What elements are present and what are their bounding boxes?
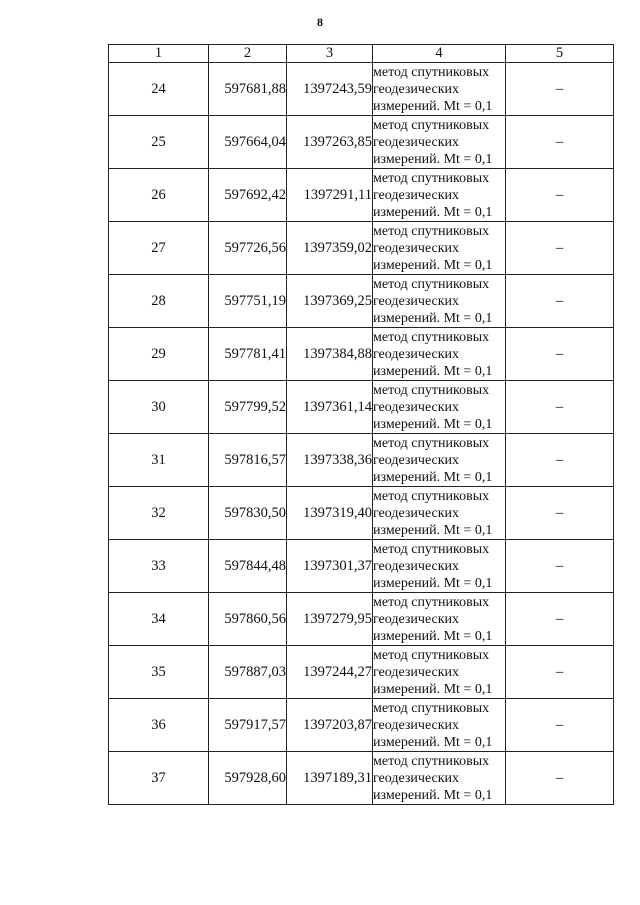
header-cell-1: 1	[109, 45, 209, 63]
x-coordinate-cell: 597692,42	[209, 169, 287, 222]
x-coordinate-cell: 597844,48	[209, 540, 287, 593]
point-number-cell: 32	[109, 487, 209, 540]
method-line: геодезических	[373, 187, 460, 203]
method-line: геодезических	[373, 134, 460, 150]
y-coordinate-cell: 1397279,95	[287, 593, 373, 646]
method-line: геодезических	[373, 399, 460, 415]
x-coordinate-cell: 597751,19	[209, 275, 287, 328]
point-number-cell: 36	[109, 699, 209, 752]
method-line: измерений. Mt = 0,1	[373, 575, 493, 591]
method-line: измерений. Mt = 0,1	[373, 469, 493, 485]
method-line: измерений. Mt = 0,1	[373, 734, 493, 750]
method-cell	[373, 381, 506, 434]
method-line: метод спутниковых	[373, 700, 490, 716]
x-coordinate-cell: 597816,57	[209, 434, 287, 487]
method-line: измерений. Mt = 0,1	[373, 363, 493, 379]
note-cell: –	[506, 116, 614, 169]
note-cell: –	[506, 699, 614, 752]
method-line: измерений. Mt = 0,1	[373, 787, 493, 803]
note-cell: –	[506, 222, 614, 275]
method-line: геодезических	[373, 346, 460, 362]
method-line: метод спутниковых	[373, 753, 490, 769]
method-line: геодезических	[373, 240, 460, 256]
y-coordinate-cell: 1397263,85	[287, 116, 373, 169]
method-line: метод спутниковых	[373, 276, 490, 292]
x-coordinate-cell: 597799,52	[209, 381, 287, 434]
y-coordinate-cell: 1397203,87	[287, 699, 373, 752]
point-number-cell: 33	[109, 540, 209, 593]
table-row	[109, 434, 614, 487]
x-coordinate-cell: 597917,57	[209, 699, 287, 752]
note-cell: –	[506, 275, 614, 328]
y-coordinate-cell: 1397189,31	[287, 752, 373, 805]
note-cell: –	[506, 63, 614, 116]
table-row	[109, 222, 614, 275]
table-row	[109, 699, 614, 752]
point-number-cell: 26	[109, 169, 209, 222]
point-number-cell: 29	[109, 328, 209, 381]
method-line: метод спутниковых	[373, 488, 490, 504]
header-cell-5: 5	[506, 45, 614, 63]
method-cell	[373, 169, 506, 222]
x-coordinate-cell: 597664,04	[209, 116, 287, 169]
method-cell	[373, 434, 506, 487]
note-cell: –	[506, 646, 614, 699]
method-line: метод спутниковых	[373, 594, 490, 610]
method-cell	[373, 487, 506, 540]
table-row	[109, 646, 614, 699]
header-cell-3: 3	[287, 45, 373, 63]
method-line: геодезических	[373, 452, 460, 468]
y-coordinate-cell: 1397319,40	[287, 487, 373, 540]
method-cell	[373, 593, 506, 646]
method-line: геодезических	[373, 664, 460, 680]
point-number-cell: 34	[109, 593, 209, 646]
method-line: измерений. Mt = 0,1	[373, 628, 493, 644]
x-coordinate-cell: 597830,50	[209, 487, 287, 540]
y-coordinate-cell: 1397384,88	[287, 328, 373, 381]
x-coordinate-cell: 597860,56	[209, 593, 287, 646]
x-coordinate-cell: 597681,88	[209, 63, 287, 116]
method-cell	[373, 275, 506, 328]
x-coordinate-cell: 597928,60	[209, 752, 287, 805]
method-line: измерений. Mt = 0,1	[373, 98, 493, 114]
method-line: метод спутниковых	[373, 170, 490, 186]
table-row	[109, 328, 614, 381]
table-row	[109, 540, 614, 593]
method-line: измерений. Mt = 0,1	[373, 522, 493, 538]
method-cell	[373, 646, 506, 699]
method-cell	[373, 63, 506, 116]
point-number-cell: 25	[109, 116, 209, 169]
method-cell	[373, 540, 506, 593]
method-cell	[373, 222, 506, 275]
y-coordinate-cell: 1397243,59	[287, 63, 373, 116]
method-line: метод спутниковых	[373, 382, 490, 398]
method-line: геодезических	[373, 717, 460, 733]
method-line: измерений. Mt = 0,1	[373, 151, 493, 167]
note-cell: –	[506, 752, 614, 805]
x-coordinate-cell: 597726,56	[209, 222, 287, 275]
method-line: измерений. Mt = 0,1	[373, 681, 493, 697]
method-line: геодезических	[373, 770, 460, 786]
table-row	[109, 275, 614, 328]
page-number: 8	[317, 15, 323, 29]
table-row	[109, 593, 614, 646]
x-coordinate-cell: 597781,41	[209, 328, 287, 381]
method-cell	[373, 116, 506, 169]
method-line: метод спутниковых	[373, 223, 490, 239]
method-line: метод спутниковых	[373, 435, 490, 451]
header-cell-4: 4	[373, 45, 506, 63]
method-line: метод спутниковых	[373, 117, 490, 133]
point-number-cell: 35	[109, 646, 209, 699]
method-line: метод спутниковых	[373, 64, 490, 80]
y-coordinate-cell: 1397369,25	[287, 275, 373, 328]
method-line: геодезических	[373, 505, 460, 521]
table-header-row	[109, 45, 614, 63]
table-row	[109, 63, 614, 116]
y-coordinate-cell: 1397291,11	[287, 169, 373, 222]
table-row	[109, 169, 614, 222]
method-line: геодезических	[373, 611, 460, 627]
method-line: метод спутниковых	[373, 329, 490, 345]
point-number-cell: 31	[109, 434, 209, 487]
point-number-cell: 27	[109, 222, 209, 275]
method-line: измерений. Mt = 0,1	[373, 416, 493, 432]
point-number-cell: 37	[109, 752, 209, 805]
note-cell: –	[506, 434, 614, 487]
note-cell: –	[506, 593, 614, 646]
y-coordinate-cell: 1397361,14	[287, 381, 373, 434]
method-line: измерений. Mt = 0,1	[373, 204, 493, 220]
table-row	[109, 487, 614, 540]
method-line: измерений. Mt = 0,1	[373, 257, 493, 273]
method-line: метод спутниковых	[373, 541, 490, 557]
table-body	[109, 63, 614, 805]
point-number-cell: 24	[109, 63, 209, 116]
method-line: метод спутниковых	[373, 647, 490, 663]
method-cell	[373, 752, 506, 805]
method-line: геодезических	[373, 293, 460, 309]
point-number-cell: 30	[109, 381, 209, 434]
method-line: геодезических	[373, 81, 460, 97]
y-coordinate-cell: 1397301,37	[287, 540, 373, 593]
note-cell: –	[506, 487, 614, 540]
method-line: измерений. Mt = 0,1	[373, 310, 493, 326]
y-coordinate-cell: 1397359,02	[287, 222, 373, 275]
note-cell: –	[506, 328, 614, 381]
note-cell: –	[506, 540, 614, 593]
y-coordinate-cell: 1397338,36	[287, 434, 373, 487]
y-coordinate-cell: 1397244,27	[287, 646, 373, 699]
x-coordinate-cell: 597887,03	[209, 646, 287, 699]
coordinates-table	[108, 44, 614, 805]
table-row	[109, 381, 614, 434]
method-line: геодезических	[373, 558, 460, 574]
table-row	[109, 752, 614, 805]
header-cell-2: 2	[209, 45, 287, 63]
point-number-cell: 28	[109, 275, 209, 328]
table-row	[109, 116, 614, 169]
method-cell	[373, 699, 506, 752]
method-cell	[373, 328, 506, 381]
note-cell: –	[506, 381, 614, 434]
note-cell: –	[506, 169, 614, 222]
